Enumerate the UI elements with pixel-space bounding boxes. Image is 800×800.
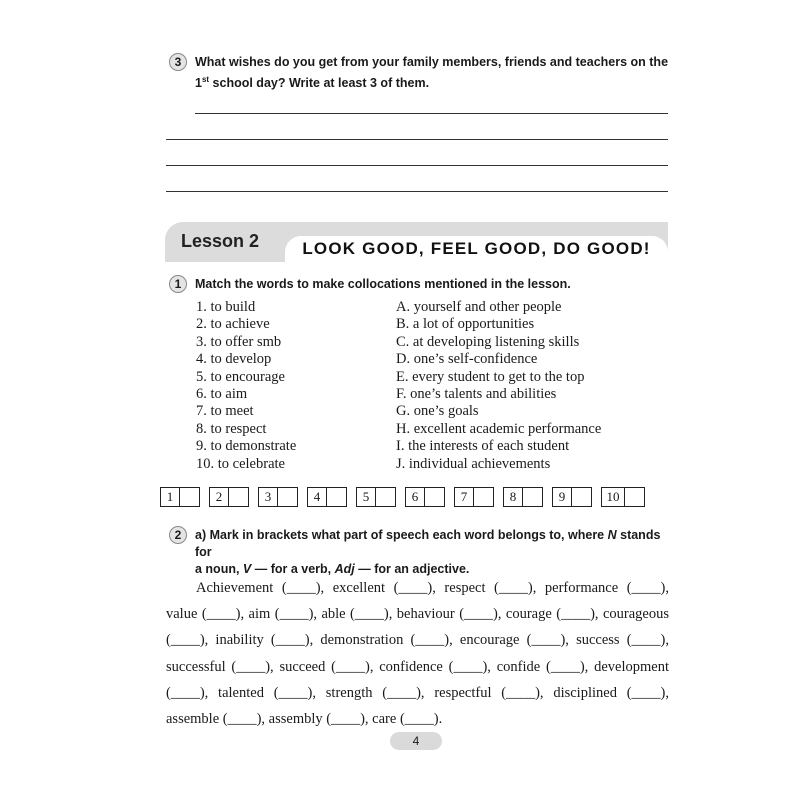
answer-box-number: 6	[405, 487, 425, 507]
match-right-column	[396, 299, 601, 473]
answer-box-pair	[503, 487, 543, 507]
task-1-number-badge: 1	[169, 275, 187, 293]
match-left-item: 10. to celebrate	[196, 455, 285, 472]
answer-box-input[interactable]	[523, 487, 543, 507]
answer-box-pair	[307, 487, 347, 507]
answer-box-pair	[405, 487, 445, 507]
answer-box-input[interactable]	[376, 487, 396, 507]
match-right-item: H. excellent academic performance	[396, 420, 602, 437]
lesson-title: LOOK GOOD, FEEL GOOD, DO GOOD!	[302, 239, 651, 258]
match-right-item: B. a lot of opportunities	[396, 316, 535, 333]
match-left-item: 2. to achieve	[196, 316, 270, 333]
task-2-prompt-b: stands for	[195, 528, 661, 559]
answer-box-number: 10	[601, 487, 625, 507]
match-left-item: 3. to offer smb	[196, 333, 282, 350]
match-right-item: E. every student to get to the top	[396, 368, 585, 385]
match-right-item: A. yourself and other people	[396, 299, 562, 315]
match-right-item: G. one’s goals	[396, 403, 479, 420]
task-2-prompt-a: a) Mark in brackets what part of speech each word belongs to, where	[195, 528, 608, 542]
write-line-3[interactable]	[166, 165, 668, 166]
task-2-prompt-e: — for an adjective.	[354, 562, 470, 576]
answer-box-input[interactable]	[180, 487, 200, 507]
answer-box-number: 2	[209, 487, 229, 507]
answer-box-pair	[454, 487, 494, 507]
match-left-item: 9. to demonstrate	[196, 438, 297, 455]
answer-box-input[interactable]	[229, 487, 249, 507]
task-2-prompt-d: — for a verb,	[251, 562, 335, 576]
task-3-number-badge: 3	[169, 53, 187, 71]
answer-boxes-row	[160, 487, 654, 507]
task-2-number-badge: 2	[169, 526, 187, 544]
answer-box-input[interactable]	[572, 487, 592, 507]
answer-box-pair	[209, 487, 249, 507]
match-right-item: D. one’s self-confidence	[396, 351, 538, 368]
answer-box-number: 7	[454, 487, 474, 507]
task-2-word-paragraph: Achievement (____), excellent (____), respect (____), performance (____), value (____), aim (____), able (____), behaviour (____), courage (____), courageous (____), inability (____), demonstration (____), encourage (____), success (____), successful (____), succeed (____), confidence (____), confide (____), development (____), talented (____), strength (____), respectful (____), disciplined (____), assemble (____), assembly (____), care (____).	[166, 580, 669, 728]
task-2-prompt	[195, 527, 675, 578]
task-2-prompt-V: V	[242, 562, 252, 576]
answer-box-number: 5	[356, 487, 376, 507]
page-number: 4	[390, 732, 442, 750]
match-left-item: 6. to aim	[196, 386, 248, 403]
task-2-prompt-N: N	[607, 528, 617, 542]
answer-box-input[interactable]	[425, 487, 445, 507]
write-line-4[interactable]	[166, 191, 668, 192]
task-3-prompt-line2-post: school day? Write at least 3 of them.	[209, 76, 430, 91]
task-3-prompt	[195, 54, 675, 92]
task-1-prompt: Match the words to make collocations mentioned in the lesson.	[195, 277, 571, 291]
task-3-prompt-line1: What wishes do you get from your family members, friends and teachers on the	[195, 55, 669, 69]
match-right-item: J. individual achievements	[396, 455, 551, 472]
match-left-column	[196, 299, 296, 473]
answer-box-pair	[160, 487, 200, 507]
task-3-prompt-line2-pre: 1	[195, 76, 202, 91]
task-2-prompt-c: a noun,	[195, 562, 243, 576]
answer-box-number: 8	[503, 487, 523, 507]
match-left-item: 5. to encourage	[196, 368, 285, 385]
answer-box-input[interactable]	[278, 487, 298, 507]
match-left-item: 7. to meet	[196, 403, 254, 420]
match-right-item: I. the interests of each student	[396, 438, 570, 455]
answer-box-input[interactable]	[474, 487, 494, 507]
match-left-item: 1. to build	[196, 299, 256, 315]
answer-box-input[interactable]	[625, 487, 645, 507]
answer-box-pair	[601, 487, 645, 507]
answer-box-input[interactable]	[327, 487, 347, 507]
match-left-item: 4. to develop	[196, 351, 272, 368]
match-left-item: 8. to respect	[196, 420, 267, 437]
match-right-item: F. one’s talents and abilities	[396, 386, 557, 403]
answer-box-pair	[356, 487, 396, 507]
answer-box-number: 9	[552, 487, 572, 507]
answer-box-number: 4	[307, 487, 327, 507]
answer-box-pair	[258, 487, 298, 507]
write-line-2[interactable]	[166, 139, 668, 140]
task-2-prompt-Adj: Adj	[334, 562, 355, 576]
write-line-1[interactable]	[195, 113, 668, 114]
task-3-prompt-line2-sup: st	[201, 75, 210, 84]
lesson-label: Lesson 2	[181, 231, 260, 251]
answer-box-number: 1	[160, 487, 180, 507]
answer-box-number: 3	[258, 487, 278, 507]
match-right-item: C. at developing listening skills	[396, 333, 580, 350]
answer-box-pair	[552, 487, 592, 507]
